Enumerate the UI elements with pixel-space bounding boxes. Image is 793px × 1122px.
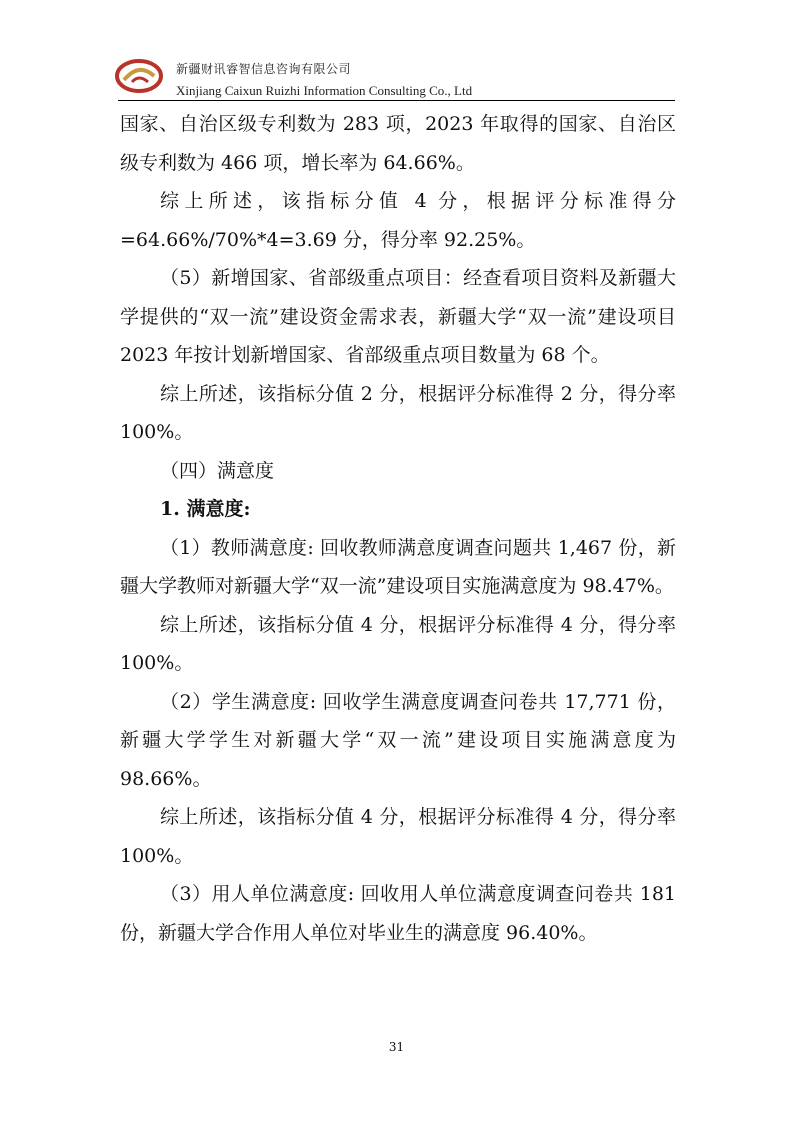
paragraph: 综上所述，该指标分值 4 分，根据评分标准得 4 分，得分率 100%。 xyxy=(120,806,676,867)
header-divider xyxy=(118,100,675,101)
paragraph: 国家、自治区级专利数为 283 项，2023 年取得的国家、自治区级专利数为 466 项，增长率为 64.66%。 xyxy=(120,113,676,174)
company-name-en: Xinjiang Caixun Ruizhi Information Consulting Co., Ltd xyxy=(176,83,473,98)
company-name-cn: 新疆财讯睿智信息咨询有限公司 xyxy=(176,62,352,76)
subsection-heading: 1. 满意度: xyxy=(160,498,251,520)
section-heading: （四）满意度 xyxy=(160,459,275,482)
page-number: 31 xyxy=(388,1040,405,1054)
document-body xyxy=(120,105,676,952)
paragraph: 综上所述，该指标分值 2 分，根据评分标准得 2 分，得分率 100%。 xyxy=(120,382,676,443)
paragraph: 综上所述，该指标分值 4 分，根据评分标准得分=64.66%/70%*4=3.69 分，得分率 92.25%。 xyxy=(120,190,676,251)
paragraph: （1）教师满意度: 回收教师满意度调查问题共 1,467 份，新疆大学教师对新疆大学“双一流”建设项目实施满意度为 98.47%。 xyxy=(120,536,676,597)
paragraph: （2）学生满意度: 回收学生满意度调查问卷共 17,771 份，新疆大学学生对新疆大学“双一流”建设项目实施满意度为 98.66%。 xyxy=(120,690,676,790)
paragraph: （3）用人单位满意度: 回收用人单位满意度调查问卷共 181 份，新疆大学合作用人单位对毕业生的满意度 96.40%。 xyxy=(120,883,676,944)
paragraph: 综上所述，该指标分值 4 分，根据评分标准得 4 分，得分率 100%。 xyxy=(120,613,676,674)
paragraph: （5）新增国家、省部级重点项目：经查看项目资料及新疆大学提供的“双一流”建设资金需求表，新疆大学“双一流”建设项目 2023 年按计划新增国家、省部级重点项目数量为 68 个。 xyxy=(120,267,676,366)
company-logo-icon xyxy=(114,56,164,96)
page-header xyxy=(114,52,674,102)
